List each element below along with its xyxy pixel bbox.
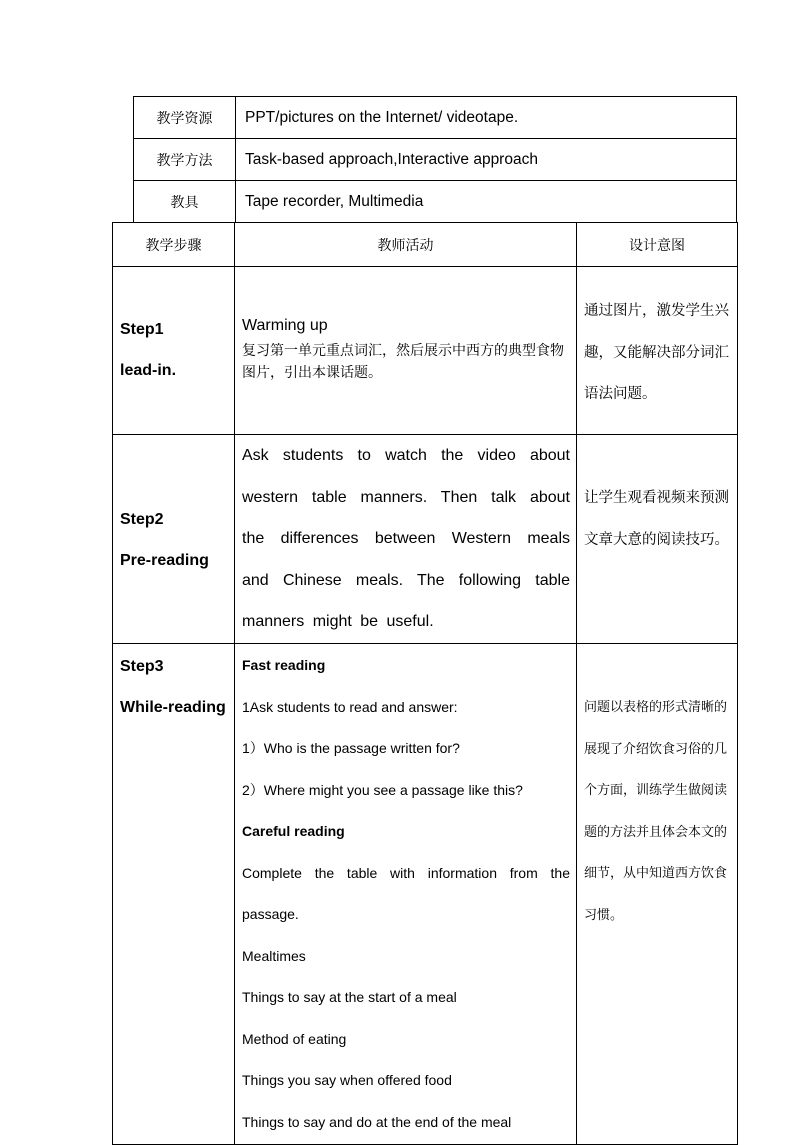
resources-value: PPT/pictures on the Internet/ videotape. bbox=[236, 97, 737, 139]
table-row bbox=[113, 267, 738, 435]
intent-cell bbox=[577, 267, 738, 435]
aids-label: 教具 bbox=[134, 181, 236, 223]
fast-reading-heading: Fast reading bbox=[242, 657, 326, 673]
step-number: Step2 bbox=[120, 511, 164, 528]
activity-cell bbox=[235, 435, 577, 644]
activity-line: Complete the table with information from the passage. bbox=[242, 864, 570, 922]
activity-cell bbox=[235, 644, 577, 1145]
step-cell bbox=[113, 644, 235, 1145]
resources-label: 教学资源 bbox=[134, 97, 236, 139]
methods-value: Task-based approach,Interactive approach bbox=[236, 139, 737, 181]
activity-line: Method of eating bbox=[242, 1030, 347, 1047]
careful-reading-heading: Careful reading bbox=[242, 823, 345, 839]
activity-cell bbox=[235, 267, 577, 435]
resources-table bbox=[133, 96, 737, 223]
header-teacher-activity: 教师活动 bbox=[235, 223, 577, 267]
activity-line: Things you say when offered food bbox=[242, 1072, 452, 1088]
step-cell bbox=[113, 435, 235, 644]
activity-line: Mealtimes bbox=[242, 947, 306, 964]
step-name: Pre-reading bbox=[120, 552, 209, 569]
activity-line: 1Ask students to read and answer: bbox=[242, 698, 458, 715]
step-name: While-reading bbox=[120, 699, 226, 716]
activity-line: Things to say at the start of a meal bbox=[242, 989, 457, 1005]
activity-text: 复习第一单元重点词汇，然后展示中西方的典型食物图片，引出本课话题。 bbox=[242, 343, 564, 381]
activity-text: Ask students to watch the video about western table manners. Then talk about the differences between Western meals and Chinese meals. The following table manners might be useful. bbox=[242, 447, 570, 630]
activity-heading: Warming up bbox=[242, 317, 328, 334]
step-number: Step1 bbox=[120, 321, 164, 338]
table-row bbox=[134, 139, 737, 181]
table-row bbox=[134, 181, 737, 223]
intent-text: 通过图片，激发学生兴趣，又能解决部分词汇语法问题。 bbox=[584, 303, 729, 402]
lesson-steps-table bbox=[112, 222, 738, 1145]
table-row bbox=[113, 644, 738, 1145]
activity-line: 1）Who is the passage written for? bbox=[242, 740, 460, 756]
step-number: Step3 bbox=[120, 658, 164, 675]
intent-text: 问题以表格的形式清晰的展现了介绍饮食习俗的几个方面，训练学生做阅读题的方法并且体会本文的细节，从中知道西方饮食习惯。 bbox=[584, 700, 728, 923]
header-steps: 教学步骤 bbox=[113, 223, 235, 267]
intent-text: 让学生观看视频来预测文章大意的阅读技巧。 bbox=[584, 490, 729, 548]
aids-value: Tape recorder, Multimedia bbox=[236, 181, 737, 223]
activity-line: Things to say and do at the end of the meal bbox=[242, 1113, 512, 1130]
intent-cell bbox=[577, 644, 738, 1145]
methods-label: 教学方法 bbox=[134, 139, 236, 181]
header-design-intent: 设计意图 bbox=[577, 223, 738, 267]
table-row bbox=[134, 97, 737, 139]
table-header-row bbox=[113, 223, 738, 267]
step-cell bbox=[113, 267, 235, 435]
step-name: lead-in. bbox=[120, 362, 177, 379]
activity-line: 2）Where might you see a passage like this? bbox=[242, 781, 523, 798]
table-row bbox=[113, 435, 738, 644]
intent-cell bbox=[577, 435, 738, 644]
